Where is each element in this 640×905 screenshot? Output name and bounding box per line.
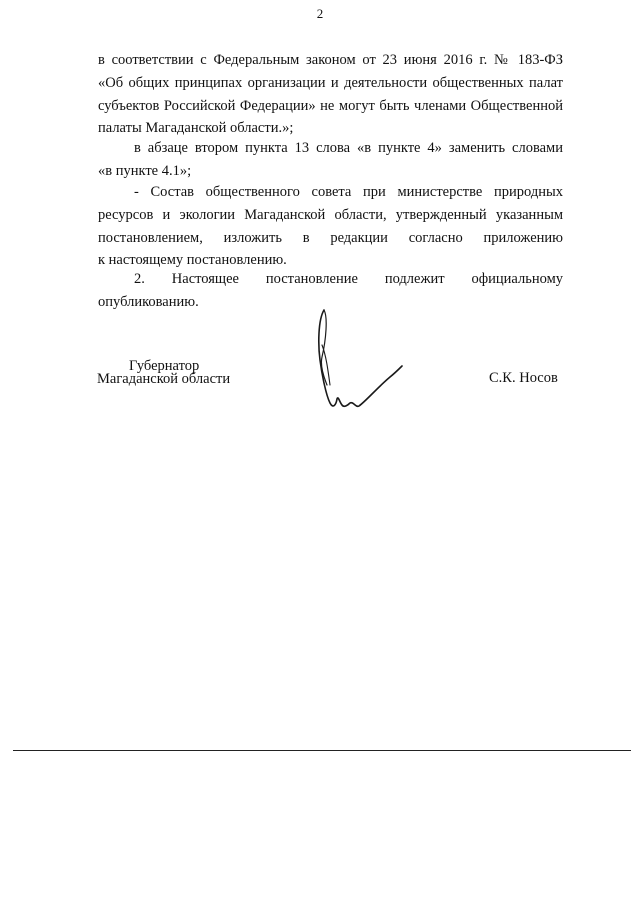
paragraph-line: палаты Магаданской области.»;: [98, 120, 294, 137]
footer-divider: [13, 750, 631, 751]
paragraph-line: опубликованию.: [98, 293, 199, 310]
paragraph-line: «в пункте 4.1»;: [98, 162, 192, 179]
paragraph-line: в абзаце втором пункта 13 слова «в пункте 4» заменить словами: [134, 140, 563, 156]
paragraph-amendment-point-13: [98, 137, 563, 183]
paragraph-line: постановлением, изложить в редакции согласно приложению: [98, 229, 563, 246]
paragraph-line: ресурсов и экологии Магаданской области, утвержденный указанным: [98, 206, 563, 223]
paragraph-federal-law-reference: [98, 49, 563, 140]
paragraph-line: в соответствии с Федеральным законом от 23 июня 2016 г. № 183-ФЗ: [98, 52, 563, 68]
paragraph-line: к настоящему постановлению.: [98, 252, 287, 269]
paragraph-council-composition: [98, 181, 563, 272]
paragraph-line: 2. Настоящее постановление подлежит официальному: [134, 271, 563, 287]
handwritten-signature: [306, 305, 406, 420]
signatory-title-line2: Магаданской области: [97, 371, 231, 387]
signatory-name: С.К. Носов: [489, 370, 558, 386]
page-number: 2: [316, 6, 324, 21]
paragraph-line: субъектов Российской Федерации» не могут быть членами Общественной: [98, 97, 563, 114]
paragraph-line: - Состав общественного совета при министерстве природных: [134, 184, 563, 200]
signatory-title-line1: Губернатор: [129, 358, 200, 374]
paragraph-line: «Об общих принципах организации и деятельности общественных палат: [98, 74, 563, 91]
